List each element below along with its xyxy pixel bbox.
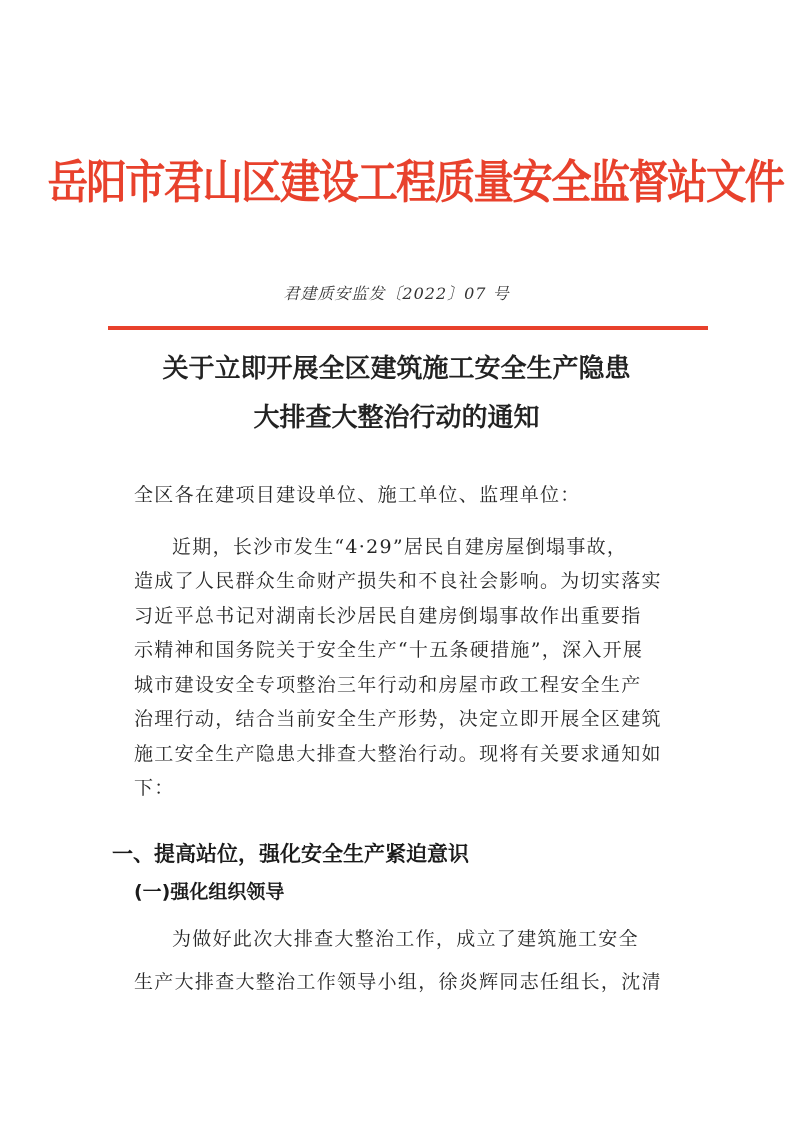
red-divider-rule [108,326,708,330]
paragraph-1-line: 习近平总书记对湖南长沙居民自建房倒塌事故作出重要指 [134,605,642,627]
section-1-heading: 一、提高站位，强化安全生产紧迫意识 [112,842,469,866]
notice-title-line-2: 大排查大整治行动的通知 [253,403,540,433]
paragraph-1-line: 施工安全生产隐患大排查大整治行动。现将有关要求通知如 [134,743,662,765]
paragraph-1-line: 治理行动，结合当前安全生产形势，决定立即开展全区建筑 [134,708,662,730]
paragraph-2-line: 生产大排查大整治工作领导小组，徐炎辉同志任组长，沈清 [134,971,662,993]
paragraph-1-line: 造成了人民群众生命财产损失和不良社会影响。为切实落实 [134,570,662,592]
paragraph-1-line: 近期，长沙市发生“4·29”居民自建房屋倒塌事故， [172,536,628,558]
document-number: 君建质安监发〔2022〕07 号 [283,284,510,303]
paragraph-1-line: 下： [134,777,175,799]
agency-header-title: 岳阳市君山区建设工程质量安全监督站文件 [47,155,784,209]
paragraph-2-line: 为做好此次大排查大整治工作，成立了建筑施工安全 [172,928,639,950]
paragraph-1-line: 城市建设安全专项整治三年行动和房屋市政工程安全生产 [134,674,642,696]
paragraph-1-line: 示精神和国务院关于安全生产“十五条硬措施”，深入开展 [134,639,644,661]
salutation: 全区各在建项目建设单位、施工单位、监理单位： [134,484,581,506]
notice-title-line-1: 关于立即开展全区建筑施工安全生产隐患 [162,354,631,384]
subsection-1-heading: (一)强化组织领导 [134,881,285,903]
